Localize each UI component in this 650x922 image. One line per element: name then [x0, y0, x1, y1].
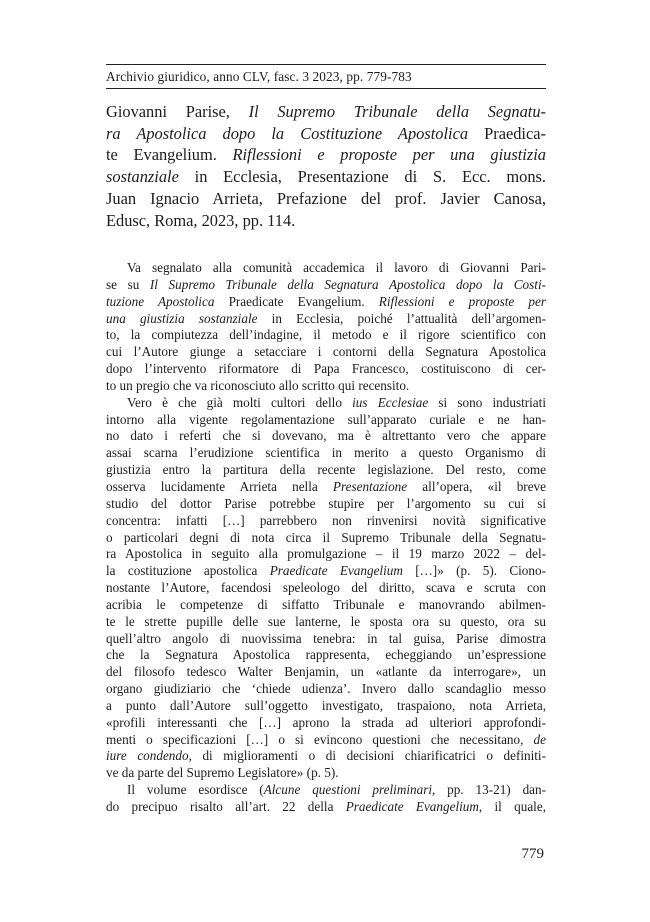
- body-line: [106, 748, 546, 765]
- text-run: a punto dall’Autore sull’oggetto investigato, traspaiono, nota Arrieta,: [106, 697, 546, 713]
- title-line: [106, 144, 546, 166]
- italic-run: Riflessioni e proposte per una giustizia: [232, 145, 546, 165]
- italic-run: sostanziale: [106, 167, 179, 187]
- text-run: studio del dottor Parise potrebbe stupire per l’argomento su cui si: [106, 495, 546, 511]
- text-run: assai scarna l’erudizione scientifica in merito a questo Organismo di: [106, 445, 546, 461]
- text-run: Juan Ignacio Arrieta, Prefazione del prof. Javier Canosa,: [106, 188, 546, 208]
- text-run: in Ecclesia, poiché l’attualità dell’argomen-: [257, 310, 546, 326]
- text-run: , pp. 13-21) dan-: [432, 782, 547, 798]
- text-run: la costituzione apostolica: [106, 563, 270, 579]
- text-run: intorno alla vigente regolamentazione sull’apparato curiale e ne han-: [106, 411, 546, 427]
- italic-run: Il Supremo Tribunale della Segnatu-: [248, 102, 547, 121]
- text-run: to un pregio che va riconosciuto allo scritto qui recensito.: [106, 377, 410, 393]
- text-run: concentra: infatti […] parrebbero non rinvenirsi novità significative: [106, 512, 546, 528]
- text-run: no dato i referti che si dovevano, ma è altrettanto vero che appare: [106, 428, 546, 444]
- body-line: [106, 664, 546, 681]
- body-line: [106, 799, 546, 816]
- title-line: [106, 101, 546, 123]
- text-run: Vero è che già molti cultori dello: [127, 394, 353, 410]
- body-line: [106, 597, 546, 614]
- body-line: [106, 631, 546, 648]
- body-line: [106, 260, 546, 277]
- body-line: [106, 395, 546, 412]
- text-run: se su: [106, 276, 150, 292]
- italic-run: Alcune questioni preliminari: [263, 782, 433, 798]
- text-run: nostante l’Autore, facendosi speleologo del diritto, scava e scruta con: [106, 580, 546, 596]
- body-line: [106, 614, 546, 631]
- italic-run: Praedicate Evangelium: [269, 563, 403, 579]
- text-run: , di miglioramenti o di decisioni chiarificatrici o definiti-: [188, 748, 546, 764]
- italic-run: una giustizia sostanziale: [106, 310, 258, 326]
- italic-run: Praedicate Evangelium: [345, 799, 479, 814]
- body-line: [106, 530, 546, 547]
- italic-run: Il Supremo Tribunale della Segnatura Apostolica dopo la Costi-: [149, 276, 546, 292]
- body-line: [106, 496, 546, 513]
- text-run: ve da parte del Supremo Legislatore» (p. 5).: [106, 765, 339, 781]
- body-line: [106, 546, 546, 563]
- body-line: [106, 361, 546, 378]
- text-run: osserva lucidamente Arrieta nella: [106, 478, 333, 494]
- text-run: organo giudiziario che ‘chiede udienza’. Invero dallo scandaglio messo: [106, 681, 546, 697]
- body-line: [106, 277, 546, 294]
- text-run: in Ecclesia, Presentazione di S. Ecc. mons.: [178, 167, 546, 187]
- text-run: quell’altro angolo di nuovissima tenebra: in tal guisa, Parise dimostra: [106, 630, 546, 646]
- title-line: [106, 210, 546, 232]
- body-line: [106, 327, 546, 344]
- body-line: [106, 782, 546, 799]
- text-run: «profili interessanti che […] aprono la strada ad ulteriori approfondi-: [106, 714, 546, 730]
- text-run: Il volume esordisce (: [127, 782, 264, 798]
- header-bottom-rule: [106, 88, 546, 89]
- text-run: […]» (p. 5). Ciono-: [402, 563, 546, 579]
- body-line: [106, 445, 546, 462]
- body-line: [106, 647, 546, 664]
- italic-run: Presentazione: [332, 478, 408, 494]
- body-line: [106, 344, 546, 361]
- body-line: [106, 563, 546, 580]
- text-run: all’opera, «il breve: [407, 478, 546, 494]
- text-run: acribia le competenze di siffatto Tribunale e manovrando abilmen-: [106, 596, 546, 612]
- body-line: [106, 580, 546, 597]
- header-top-rule: [106, 64, 546, 65]
- title-line: [106, 166, 546, 188]
- text-run: dopo l’intervento riformatore di Papa Francesco, costituiscono di cer-: [106, 361, 546, 377]
- text-run: o particolari degni di nota circa il Supremo Tribunale della Segnatu-: [106, 529, 546, 545]
- text-run: , il quale,: [478, 799, 546, 814]
- paragraph: [106, 260, 546, 395]
- text-run: Praedicate Evangelium.: [214, 293, 379, 309]
- body-line: [106, 765, 546, 782]
- text-run: ra Apostolica in seguito alla promulgazione – il 19 marzo 2022 – del-: [106, 546, 546, 562]
- text-run: giustizia entro la partitura della recente legislazione. Del resto, come: [106, 462, 546, 478]
- body-line: [106, 698, 546, 715]
- page-number: 779: [521, 846, 544, 862]
- body-line: [106, 311, 546, 328]
- text-run: Giovanni Parise,: [106, 102, 249, 121]
- body-line: [106, 378, 546, 395]
- text-run: cui l’Autore giunge a setacciare i contorni della Segnatura Apostolica: [106, 344, 546, 360]
- title-line: [106, 188, 546, 210]
- body-line: [106, 732, 546, 749]
- body-line: [106, 715, 546, 732]
- italic-run: tuzione Apostolica: [106, 293, 215, 309]
- text-run: si sono industriati: [428, 394, 546, 410]
- text-run: Praedica-: [468, 123, 546, 143]
- body-line: [106, 294, 546, 311]
- body-line: [106, 681, 546, 698]
- paragraph: [106, 395, 546, 782]
- review-title: [106, 101, 546, 231]
- text-run: do precipuo risalto all’art. 22 della: [106, 799, 346, 814]
- text-run: menti o specificazioni […] o si evincono questioni che necessitano,: [106, 731, 534, 747]
- text-run: del filosofo tedesco Walter Benjamin, un «atlante da interrogare», un: [106, 664, 546, 680]
- body-line: [106, 513, 546, 530]
- text-run: te le strette pupille delle sue lanterne, le sposta ora su questo, ora su: [106, 613, 546, 629]
- title-line: [106, 123, 546, 145]
- text-run: Edusc, Roma, 2023, pp. 114.: [106, 210, 296, 230]
- text-run: te Evangelium.: [106, 145, 233, 165]
- body-line: [106, 412, 546, 429]
- body-line: [106, 479, 546, 496]
- italic-run: iure condendo: [106, 748, 189, 764]
- text-run: to, la compiutezza dell’indagine, il metodo e il rigore scientifico con: [106, 327, 546, 343]
- body-line: [106, 428, 546, 445]
- italic-run: de: [533, 731, 546, 747]
- text-run: che la Segnatura Apostolica rappresenta, echeggiando un’espressione: [106, 647, 546, 663]
- body-line: [106, 462, 546, 479]
- text-run: Va segnalato alla comunità accademica il lavoro di Giovanni Pari-: [127, 260, 546, 275]
- running-head: Archivio giuridico, anno CLV, fasc. 3 2023, pp. 779-783: [106, 69, 412, 84]
- paragraph: [106, 782, 546, 816]
- italic-run: ius Ecclesiae: [352, 394, 429, 410]
- review-body: [106, 260, 546, 816]
- italic-run: ra Apostolica dopo la Costituzione Apostolica: [106, 123, 469, 143]
- italic-run: Riflessioni e proposte per: [378, 293, 547, 309]
